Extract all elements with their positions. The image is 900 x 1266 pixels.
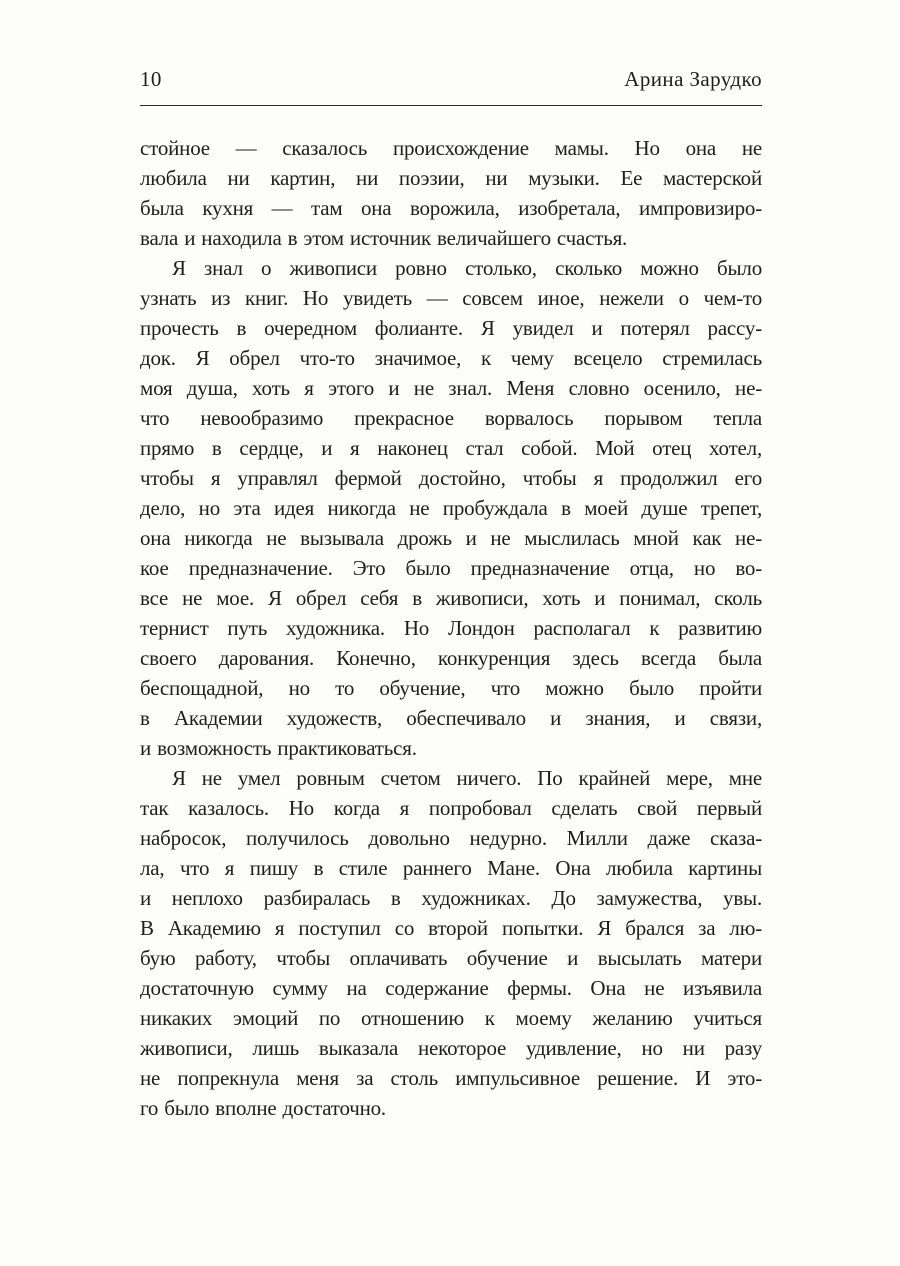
text-line: ла, что я пишу в стиле раннего Мане. Она любила картины bbox=[140, 856, 762, 880]
running-head-author: Арина Зарудко bbox=[624, 67, 762, 91]
paragraph bbox=[140, 763, 762, 1123]
text-line: док. Я обрел что-то значимое, к чему всецело стремилась bbox=[140, 346, 762, 370]
text-line: чтобы я управлял фермой достойно, чтобы я продолжил его bbox=[140, 466, 762, 490]
text-line: го было вполне достаточно. bbox=[140, 1096, 386, 1120]
text-line: что невообразимо прекрасное ворвалось порывом тепла bbox=[140, 406, 762, 430]
text-line: все не мое. Я обрел себя в живописи, хоть и понимал, сколь bbox=[140, 586, 762, 610]
paragraph bbox=[140, 253, 762, 763]
text-line: тернист путь художника. Но Лондон располагал к развитию bbox=[140, 616, 762, 640]
text-line: бую работу, чтобы оплачивать обучение и высылать матери bbox=[140, 946, 762, 970]
text-line: никаких эмоций по отношению к моему желанию учиться bbox=[140, 1006, 762, 1030]
text-line: достаточную сумму на содержание фермы. Она не изъявила bbox=[140, 976, 762, 1000]
text-line: В Академию я поступил со второй попытки. Я брался за лю- bbox=[140, 916, 762, 940]
text-line: в Академии художеств, обеспечивало и знания, и связи, bbox=[140, 706, 762, 730]
text-line: Я знал о живописи ровно столько, сколько можно было bbox=[172, 256, 762, 280]
text-line: живописи, лишь выказала некоторое удивление, но ни разу bbox=[140, 1036, 762, 1060]
paragraph bbox=[140, 133, 762, 253]
content-column bbox=[140, 66, 762, 1123]
text-line: прямо в сердце, и я наконец стал собой. Мой отец хотел, bbox=[140, 436, 762, 460]
text-line: моя душа, хоть я этого и не знал. Меня словно осенило, не- bbox=[140, 376, 762, 400]
text-line: она никогда не вызывала дрожь и не мыслилась мной как не- bbox=[140, 526, 762, 550]
text-line: узнать из книг. Но увидеть — совсем иное, нежели о чем-то bbox=[140, 286, 762, 310]
header-rule bbox=[140, 105, 762, 106]
running-header bbox=[140, 66, 762, 92]
text-line: так казалось. Но когда я попробовал сделать свой первый bbox=[140, 796, 762, 820]
text-line: дело, но эта идея никогда не пробуждала в моей душе трепет, bbox=[140, 496, 762, 520]
text-line: была кухня — там она ворожила, изобретала, импровизиро- bbox=[140, 196, 762, 220]
book-page bbox=[0, 66, 900, 1266]
text-line: не попрекнула меня за столь импульсивное решение. И это- bbox=[140, 1066, 762, 1090]
text-line: и возможность практиковаться. bbox=[140, 736, 417, 760]
text-line: своего дарования. Конечно, конкуренция здесь всегда была bbox=[140, 646, 762, 670]
text-line: беспощадной, но то обучение, что можно было пройти bbox=[140, 676, 762, 700]
text-line: любила ни картин, ни поэзии, ни музыки. Ее мастерской bbox=[140, 166, 762, 190]
text-line: Я не умел ровным счетом ничего. По крайней мере, мне bbox=[172, 766, 762, 790]
text-line: и неплохо разбиралась в художниках. До замужества, увы. bbox=[140, 886, 762, 910]
text-line: набросок, получилось довольно недурно. Милли даже сказа- bbox=[140, 826, 762, 850]
text-line: стойное — сказалось происхождение мамы. Но она не bbox=[140, 136, 762, 160]
body-text bbox=[140, 133, 762, 1123]
text-line: прочесть в очередном фолианте. Я увидел и потерял рассу- bbox=[140, 316, 762, 340]
page-number: 10 bbox=[140, 67, 162, 91]
text-line: вала и находила в этом источник величайшего счастья. bbox=[140, 226, 628, 250]
text-line: кое предназначение. Это было предназначение отца, но во- bbox=[140, 556, 762, 580]
